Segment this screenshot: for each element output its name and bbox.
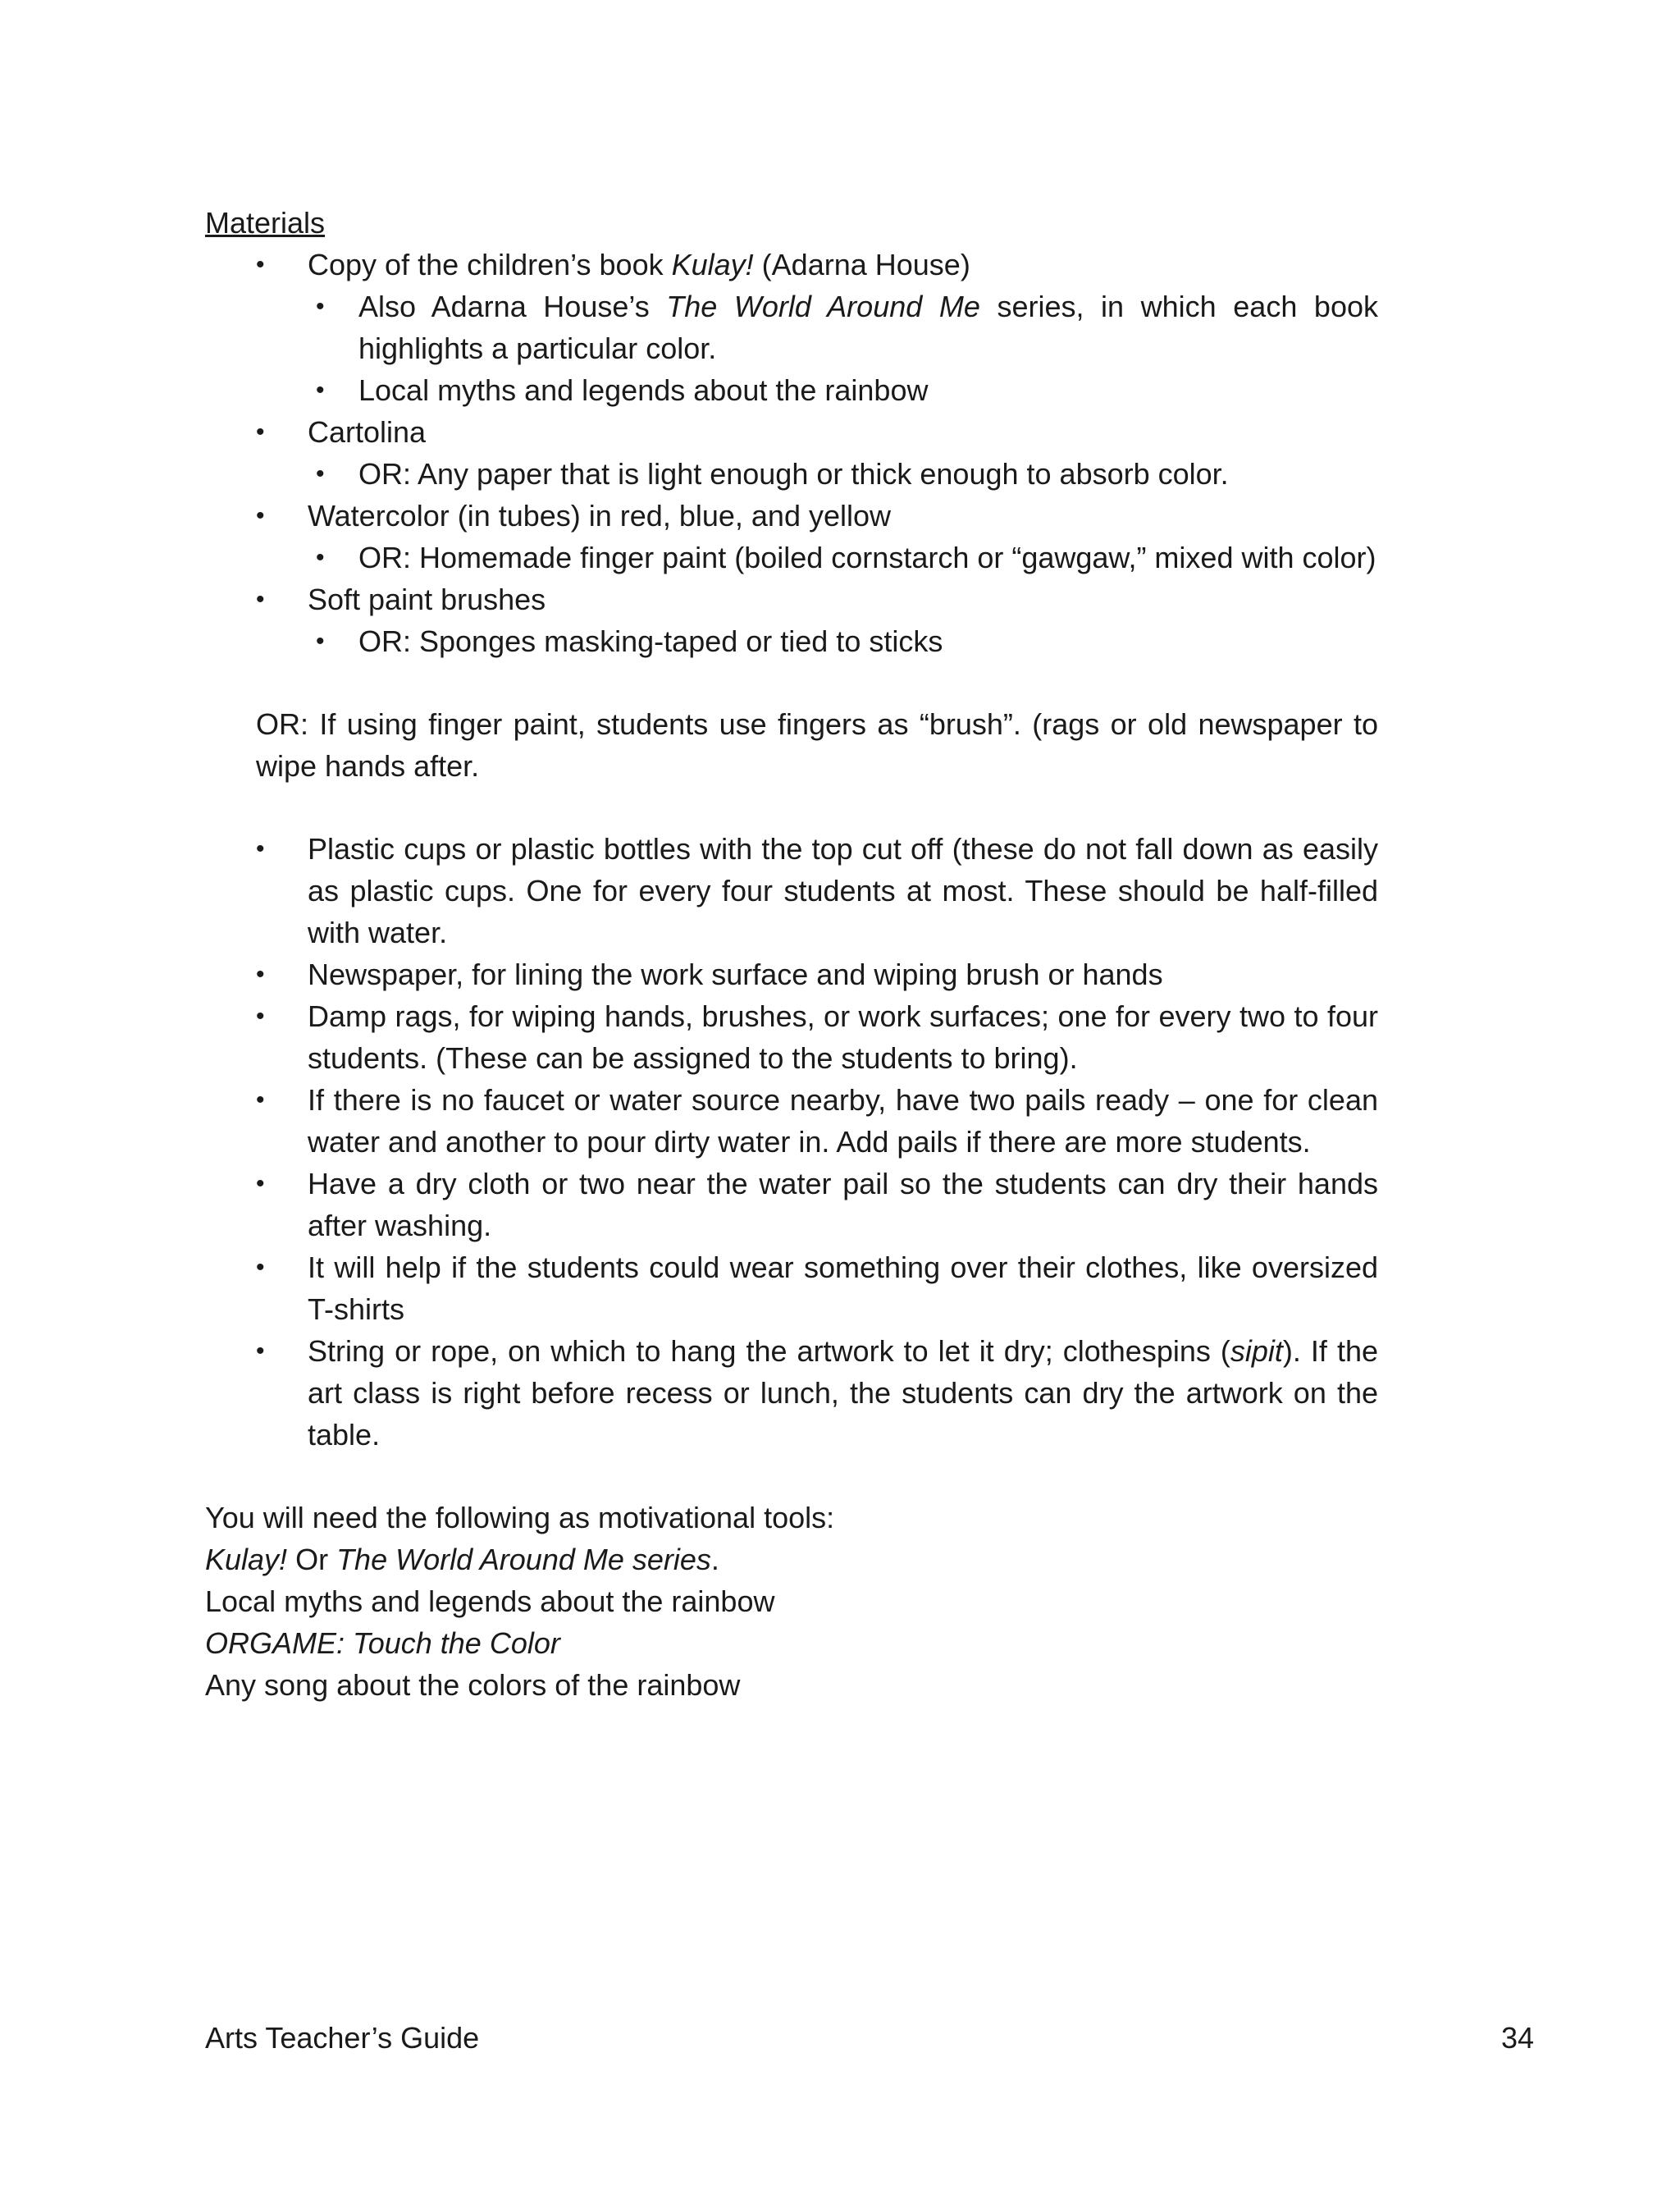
italic-text: ORGAME: Touch the Color: [205, 1626, 560, 1660]
bullet-icon: •: [316, 377, 325, 404]
text-run: Copy of the children’s book: [308, 248, 672, 281]
bullet-icon: •: [256, 1170, 265, 1197]
footer-title: Arts Teacher’s Guide: [205, 2021, 480, 2055]
bullet-icon: •: [256, 586, 265, 613]
text-run: .: [710, 1543, 719, 1576]
bullet-icon: •: [316, 293, 325, 320]
bullet-icon: •: [256, 961, 265, 988]
list-item: [205, 953, 1378, 995]
text-run: Local myths and legends about the rainbow: [358, 373, 929, 407]
text-run: Cartolina: [308, 415, 427, 449]
sub-list-item: [205, 620, 1378, 662]
page-number: 34: [1500, 2021, 1534, 2055]
bullet-icon: •: [256, 1254, 265, 1281]
list-item: [205, 578, 1378, 620]
text-run: (Adarna House): [753, 248, 970, 281]
motivational-line: [205, 1622, 1378, 1664]
text-run: OR: Homemade finger paint (boiled cornstarch or “gawgaw,” mixed with color): [358, 541, 1376, 574]
list-item: [205, 828, 1378, 953]
materials-list-continued: [205, 828, 1378, 1456]
italic-text: The World Around Me series: [336, 1543, 711, 1576]
sub-list-item: [205, 286, 1378, 369]
bullet-icon: •: [256, 251, 265, 278]
text-run: Local myths and legends about the rainbow: [205, 1584, 775, 1618]
motivational-line: [205, 1538, 1378, 1580]
text-run: Newspaper, for lining the work surface and wiping brush or hands: [308, 958, 1163, 991]
list-item: [205, 1330, 1378, 1456]
text-run: series, in which each book highlights a particular color.: [358, 290, 1378, 365]
text-run: Or: [287, 1543, 337, 1576]
finger-paint-note: OR: If using finger paint, students use fingers as “brush”. (rags or old newspaper to wipe hands after.: [256, 707, 1378, 783]
motivational-intro: You will need the following as motivational tools:: [205, 1501, 835, 1534]
motivational-tools: [205, 1497, 1378, 1706]
text-run: OR: Sponges masking-taped or tied to sticks: [358, 624, 943, 658]
bullet-icon: •: [256, 502, 265, 529]
motivational-lines: [205, 1538, 1378, 1706]
text-run: Also Adarna House’s: [358, 290, 667, 323]
sub-list-item: [205, 369, 1378, 411]
sub-list-item: [205, 453, 1378, 495]
materials-heading: Materials: [205, 206, 326, 240]
text-run: Watercolor (in tubes) in red, blue, and yellow: [308, 499, 891, 533]
list-item: [205, 995, 1378, 1079]
list-item: [205, 411, 1378, 453]
text-run: Soft paint brushes: [308, 583, 546, 616]
page-content: [205, 202, 1378, 1706]
bullet-icon: •: [256, 1337, 265, 1365]
bullet-icon: •: [316, 460, 325, 487]
text-run: If there is no faucet or water source nearby, have two pails ready – one for clean water and another to pour dirty water in. Add pails if there are more students.: [308, 1083, 1378, 1159]
text-run: String or rope, on which to hang the artwork to let it dry; clothespins (: [308, 1334, 1230, 1368]
list-item: [205, 1246, 1378, 1330]
italic-text: The World Around Me: [666, 290, 980, 323]
list-item: [205, 1079, 1378, 1163]
text-run: ). If the art class is right before recess or lunch, the students can dry the artwork on the table.: [308, 1334, 1378, 1452]
sub-list-item: [205, 537, 1378, 578]
list-item: [205, 495, 1378, 537]
bullet-icon: •: [256, 1003, 265, 1030]
text-run: It will help if the students could wear something over their clothes, like oversized T-shirts: [308, 1250, 1378, 1326]
bullet-icon: •: [316, 544, 325, 571]
list-item: [205, 244, 1378, 286]
text-run: Damp rags, for wiping hands, brushes, or work surfaces; one for every two to four students. (These can be assigned to the students to bring).: [308, 999, 1378, 1075]
italic-text: Kulay!: [671, 248, 754, 281]
italic-text: Kulay!: [205, 1543, 288, 1576]
motivational-line: [205, 1580, 1378, 1622]
text-run: OR: Any paper that is light enough or thick enough to absorb color.: [358, 457, 1229, 491]
text-run: Plastic cups or plastic bottles with the top cut off (these do not fall down as easily as plastic cups. One for every four students at most. These should be half-filled with water.: [308, 832, 1378, 949]
text-run: Any song about the colors of the rainbow: [205, 1668, 741, 1702]
list-item: [205, 1163, 1378, 1246]
motivational-line: [205, 1664, 1378, 1706]
text-run: Have a dry cloth or two near the water pail so the students can dry their hands after washing.: [308, 1167, 1378, 1242]
bullet-icon: •: [256, 1086, 265, 1113]
bullet-icon: •: [256, 418, 265, 446]
bullet-icon: •: [256, 835, 265, 862]
bullet-icon: •: [316, 628, 325, 655]
materials-list: [205, 244, 1378, 662]
italic-text: sipit: [1230, 1334, 1283, 1368]
